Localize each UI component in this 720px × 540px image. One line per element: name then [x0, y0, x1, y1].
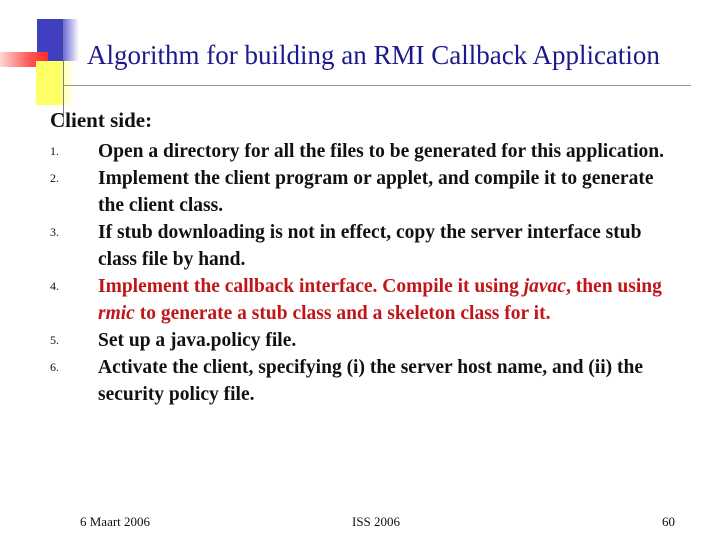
- step-text-part: Implement the callback interface. Compile it using: [98, 276, 524, 297]
- decorative-yellow-gradient: [63, 61, 75, 105]
- step-number: 1.: [50, 144, 59, 158]
- footer-page-number: 60: [662, 514, 675, 529]
- decorative-yellow-square: [36, 61, 63, 105]
- step-item: [50, 165, 670, 219]
- step-item: [50, 327, 670, 354]
- code-term-rmic: rmic: [98, 303, 135, 324]
- footer-date: 6 Maart 2006: [80, 514, 151, 529]
- step-number: 4.: [50, 279, 59, 293]
- step-text: Activate the client, specifying (i) the server host name, and (ii) the security policy file.: [98, 357, 644, 405]
- step-item: [50, 138, 670, 165]
- code-term-javac: javac: [523, 276, 566, 297]
- decorative-blue-gradient: [63, 19, 79, 61]
- step-text: Implement the client program or applet, and compile it to generate the client class.: [98, 168, 654, 216]
- footer-course: ISS 2006: [352, 514, 401, 529]
- step-text-part: , then using: [565, 276, 662, 297]
- step-number: 2.: [50, 171, 59, 185]
- step-text: Set up a java.policy file.: [98, 330, 297, 351]
- title-underline: [63, 85, 691, 86]
- step-number: 5.: [50, 333, 59, 347]
- step-item-highlighted: [50, 273, 670, 327]
- slide-title: Algorithm for building an RMI Callback Application: [87, 40, 660, 70]
- step-text-part: to generate a stub class and a skeleton class for it.: [134, 303, 551, 324]
- step-text: [98, 276, 662, 324]
- step-item: [50, 219, 670, 273]
- steps-list: [50, 138, 670, 408]
- step-text: Open a directory for all the files to be generated for this application.: [98, 141, 664, 162]
- step-number: 6.: [50, 360, 59, 374]
- step-item: [50, 354, 670, 408]
- step-number: 3.: [50, 225, 59, 239]
- step-text: If stub downloading is not in effect, copy the server interface stub class file by hand.: [98, 222, 642, 270]
- section-heading: Client side:: [50, 108, 153, 132]
